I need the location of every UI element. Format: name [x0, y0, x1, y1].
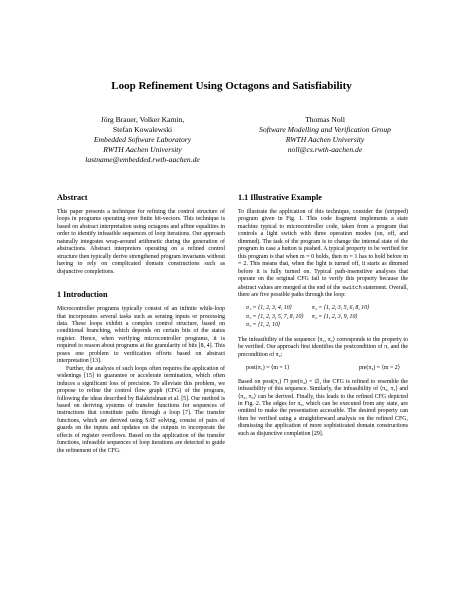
introduction-paragraph-2: Further, the analysis of such loops often requires the application of widenings [15] to guarantee or accelerate termination, which often induces a significant loss of precision. To alleviate this problem, we propose to refine the control flow graph (CFG) of the program, following the ideas described by Balakrishnan et al. [5]. Our method is based on deriving systems of transfer functions for sequences of instructions that constitute paths through a loop [7]. The transfer functions, which are derived using SAT solving, consist of pairs of guards on the inputs and updates on the outputs to incorporate the effects of register overflows. Based on the application of the transfer functions, infeasible sequences of loop iterations are detected to guide the refinement of the CFG. — [57, 365, 225, 454]
author-names-line2: Stefan Kowalewski — [112, 125, 173, 134]
path-pi4: π₄ = ⟨1, 2, 3, 9, 10⟩ — [311, 313, 358, 320]
author-affiliation: Software Modelling and Verification Group — [259, 125, 391, 134]
abstract-text: This paper presents a technique for refining the control structure of loops in programs operating over finite bit-vectors. This technique is based on abstract interpretation using octagons and affine equalities in order to identify infeasible sequences of loop iterations. Our approach naturally integrates wrap-around arithmetic during the generation of abstractions. Abstract interpreters operating on a refined control structure then typically derive strengthened program invariants without having to rely on complicated domain constructions such as disjunctive completions. — [57, 209, 225, 275]
postcondition-pi1: post(π₁) = ⟨m = 1⟩ — [246, 365, 290, 372]
precondition-pi4: pre(π₄) = ⟨m = 2⟩ — [358, 365, 400, 372]
paths-row — [246, 305, 378, 313]
author-email: noll@cs.rwth-aachen.de — [287, 145, 363, 154]
introduction-paragraph-1: Microcontroller programs typically consist of an infinite while-loop that incorporates several tasks such as sensing inputs or processing data. These loops exhibit a complex control structure, based on conditional branching, which depends on certain bits of the status register. Hence, when verifying microcontroller programs, it is required to reason about programs at the granularity of bits [8, 4]. This poses one problem to verification efforts based on abstract interpretation [13]. — [57, 306, 225, 365]
paper-title: Loop Refinement Using Octagons and Satisfiability — [111, 80, 352, 92]
author-institution: RWTH Aachen University — [103, 145, 182, 154]
introduction-heading: 1 Introduction — [57, 290, 108, 300]
author-name: Thomas Noll — [305, 115, 345, 124]
path-empty — [312, 322, 378, 330]
author-institution: RWTH Aachen University — [285, 135, 365, 144]
pre-post-equation — [246, 365, 400, 372]
author-block-left — [40, 115, 245, 165]
author-block-right — [225, 115, 425, 155]
paths-row — [246, 322, 378, 330]
path-pi1: π₁ = ⟨1, 2, 3, 4, 10⟩ — [246, 305, 292, 312]
left-column — [57, 193, 225, 455]
example-paragraph-1-tail: statement. Overall, there are five possible paths through the loop: — [238, 284, 408, 298]
right-column — [238, 193, 408, 438]
example-paragraph-2: The infeasibility of the sequence ⟨π₁, π₄⟩ corresponds to the property to be verified. Our approach first identifies the postcondition of π₁ and the precondition of π₄: — [238, 336, 408, 358]
path-pi5: π₅ = ⟨1, 2, 10⟩ — [246, 322, 281, 329]
example-paragraph-1 — [238, 209, 408, 299]
author-email: lastname@embedded.rwth-aachen.de — [85, 155, 200, 164]
code-keyword-switch: switch — [341, 283, 362, 291]
author-names-line1: Jörg Brauer, Volker Kamin, — [100, 115, 185, 124]
example-paragraph-3: Based on post(π₁) ⊓ pre(π₄) = ∅, the CFG is refined to resemble the infeasibility of this sequence. Similarly, the infeasibility of ⟨π₄, π₂⟩ and ⟨π₄, π₃⟩ can be derived. Finally, this leads to the refined CFG depicted in Fig. 2. The edges for π₅, which can be executed from any state, are omitted to make the presentation accessible. The desired property can then be verified using a straightforward analysis on the refined CFG, dismissing the application of more sophisticated domain constructions such as disjunctive completion [29]. — [238, 378, 408, 437]
paths-table — [246, 305, 378, 330]
path-pi3: π₃ = ⟨1, 2, 3, 5, 7, 8, 10⟩ — [246, 313, 304, 320]
author-affiliation: Embedded Software Laboratory — [93, 135, 192, 144]
example-heading: 1.1 Illustrative Example — [238, 193, 322, 202]
path-pi2: π₂ = ⟨1, 2, 3, 5, 6, 8, 10⟩ — [311, 305, 370, 312]
example-paragraph-1-text: To illustrate the application of this technique, consider the (stripped) program given in Fig. 1. This code fragment implements a state machine typical to microcontroller code, taken from a program that controls a light switch with three operation modes (on, off, and dimmed). The task of the program is to change the internal state of the program in case a button is pushed. A typical property to be verified for this program is that when m = 0 holds, then m = 1 has to hold before m = 2. This means that, when the light is turned off, it starts as dimmed before it is fully turned on. Typical path-insensitive analyses that operate on the original CFG fail to verify this property because the abstract values are merged at the end of the — [238, 209, 408, 291]
abstract-heading: Abstract — [57, 193, 88, 202]
